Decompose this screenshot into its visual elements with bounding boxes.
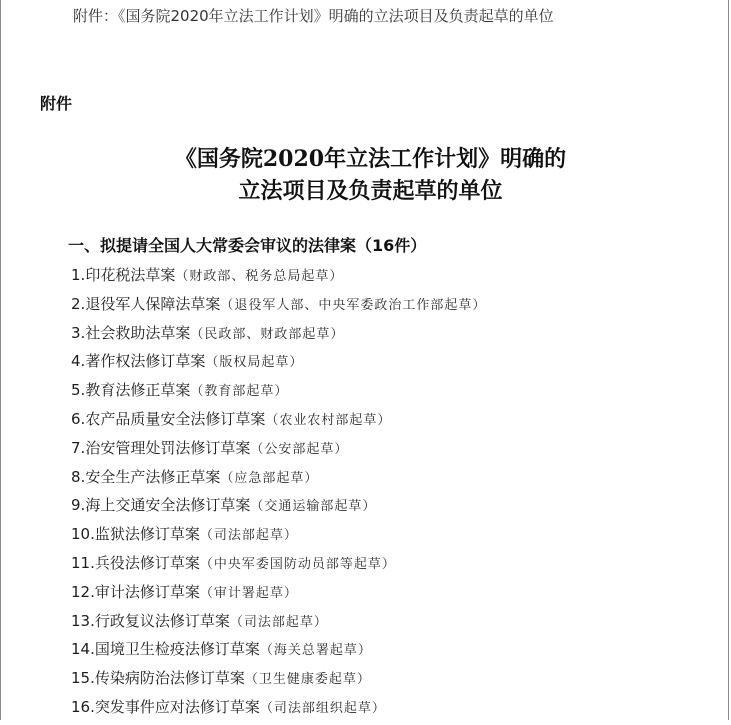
item-number: 13. xyxy=(71,611,95,630)
list-item xyxy=(71,552,486,581)
item-number: 6. xyxy=(71,409,86,428)
item-law-name: 安全生产法修正草案 xyxy=(85,467,221,486)
item-number: 16. xyxy=(71,697,95,716)
item-number: 10. xyxy=(71,525,95,544)
item-law-name: 审计法修订草案 xyxy=(94,582,200,601)
list-item xyxy=(71,350,486,379)
list-item xyxy=(71,293,486,322)
item-drafting-unit: （审计署起草） xyxy=(199,585,298,601)
item-number: 9. xyxy=(71,496,86,515)
item-number: 2. xyxy=(71,294,86,313)
item-law-name: 行政复议法修订草案 xyxy=(94,611,230,630)
item-drafting-unit: （司法部组织起草） xyxy=(259,700,386,716)
list-item xyxy=(71,379,486,408)
item-drafting-unit: （教育部起草） xyxy=(190,384,289,400)
item-law-name: 监狱法修订草案 xyxy=(94,525,200,544)
item-drafting-unit: （财政部、税务总局起草） xyxy=(175,269,344,284)
list-item xyxy=(71,322,486,351)
section-heading: 一、拟提请全国人大常委会审议的法律案（16件） xyxy=(68,236,427,255)
document-title-line-1: 《国务院2020年立法工作计划》明确的 xyxy=(174,146,567,172)
list-item xyxy=(71,264,486,293)
item-law-name: 印花税法草案 xyxy=(85,266,176,284)
list-item xyxy=(71,466,486,495)
item-law-name: 兵役法修订草案 xyxy=(94,553,200,572)
list-item xyxy=(71,638,486,667)
law-draft-list xyxy=(71,264,486,725)
item-number: 8. xyxy=(71,467,86,486)
item-number: 3. xyxy=(71,323,86,342)
item-number: 1. xyxy=(71,266,86,284)
attachment-label: 附件 xyxy=(40,94,73,113)
list-item xyxy=(71,696,486,725)
item-number: 4. xyxy=(71,352,86,371)
item-law-name: 社会救助法草案 xyxy=(85,323,191,342)
item-drafting-unit: （海关总署起草） xyxy=(259,643,372,659)
item-drafting-unit: （公安部起草） xyxy=(250,441,349,457)
document-title xyxy=(0,143,731,207)
item-law-name: 教育法修正草案 xyxy=(85,381,191,400)
item-drafting-unit: （卫生健康委起草） xyxy=(244,672,371,688)
item-number: 11. xyxy=(71,553,95,572)
item-law-name: 治安管理处罚法修订草案 xyxy=(85,438,251,457)
item-number: 12. xyxy=(71,582,95,601)
list-item xyxy=(71,408,486,437)
item-drafting-unit: （版权局起草） xyxy=(205,355,304,371)
item-drafting-unit: （中央军委国防动员部等起草） xyxy=(199,556,396,572)
list-item xyxy=(71,494,486,523)
item-number: 5. xyxy=(71,381,86,400)
list-item xyxy=(71,667,486,696)
item-drafting-unit: （交通运输部起草） xyxy=(250,499,377,515)
item-drafting-unit: （民政部、财政部起草） xyxy=(190,326,345,342)
item-drafting-unit: （应急部起草） xyxy=(220,470,319,486)
list-item xyxy=(71,581,486,610)
item-law-name: 国境卫生检疫法修订草案 xyxy=(94,640,260,659)
item-law-name: 海上交通安全法修订草案 xyxy=(85,496,251,515)
item-law-name: 传染病防治法修订草案 xyxy=(94,669,245,688)
image-caption: 附件：《国务院2020年立法工作计划》明确的立法项目及负责起草的单位 xyxy=(73,7,554,25)
item-drafting-unit: （司法部起草） xyxy=(199,528,298,544)
item-law-name: 著作权法修订草案 xyxy=(85,352,206,371)
list-item xyxy=(71,437,486,466)
list-item xyxy=(71,610,486,639)
item-drafting-unit: （农业农村部起草） xyxy=(265,412,392,428)
list-item xyxy=(71,523,486,552)
item-law-name: 突发事件应对法修订草案 xyxy=(94,697,260,716)
item-number: 14. xyxy=(71,640,95,659)
document-title-line-2: 立法项目及负责起草的单位 xyxy=(238,178,503,204)
item-law-name: 退役军人保障法草案 xyxy=(85,294,221,313)
item-number: 7. xyxy=(71,438,86,457)
item-drafting-unit: （退役军人部、中央军委政治工作部起草） xyxy=(220,297,487,313)
item-law-name: 农产品质量安全法修订草案 xyxy=(85,409,266,428)
item-drafting-unit: （司法部起草） xyxy=(229,614,328,630)
item-number: 15. xyxy=(71,669,95,688)
